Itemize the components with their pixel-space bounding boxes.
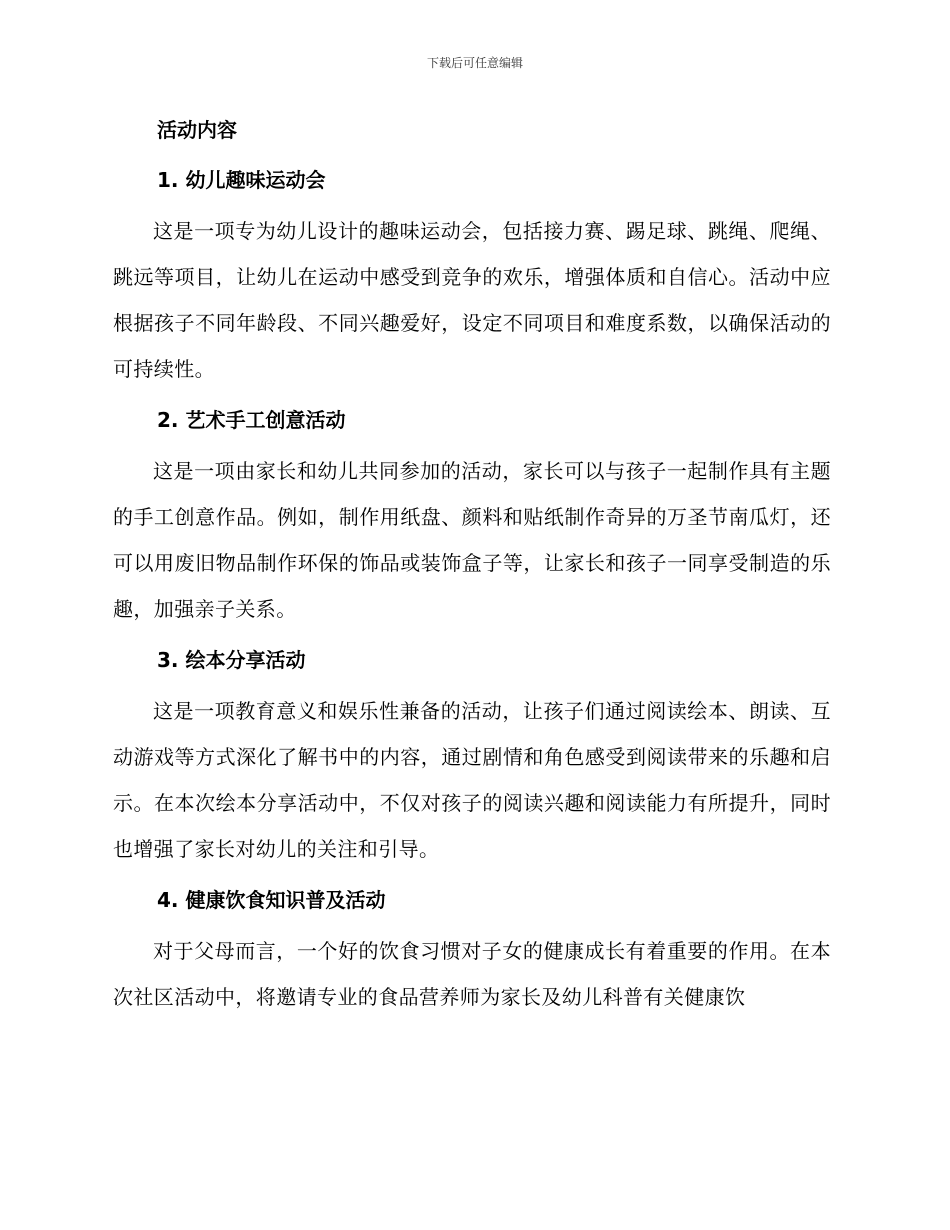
header-note: 下载后可任意编辑	[426, 56, 523, 70]
section-heading-4: 4. 健康饮食知识普及活动	[157, 888, 386, 912]
section-paragraph-3: 这是一项教育意义和娱乐性兼备的活动，让孩子们通过阅读绘本、朗读、互动游戏等方式深化了解书中的内容，通过剧情和角色感受到阅读带来的乐趣和启示。在本次绘本分享活动中，不仅对孩子的阅读兴趣和阅读能力有所提升，同时也增强了家长对幼儿的关注和引导。	[113, 699, 831, 861]
section-heading-1: 1. 幼儿趣味运动会	[157, 168, 326, 192]
section-paragraph-2: 这是一项由家长和幼儿共同参加的活动，家长可以与孩子一起制作具有主题的手工创意作品。例如，制作用纸盘、颜料和贴纸制作奇异的万圣节南瓜灯，还可以用废旧物品制作环保的饰品或装饰盒子等，让家长和孩子一同享受制造的乐趣，加强亲子关系。	[113, 459, 831, 621]
section-paragraph-1: 这是一项专为幼儿设计的趣味运动会，包括接力赛、踢足球、跳绳、爬绳、跳远等项目，让幼儿在运动中感受到竞争的欢乐，增强体质和自信心。活动中应根据孩子不同年龄段、不同兴趣爱好，设定不同项目和难度系数，以确保活动的可持续性。	[113, 219, 831, 381]
section-heading-2: 2. 艺术手工创意活动	[157, 408, 346, 432]
section-paragraph-4: 对于父母而言，一个好的饮食习惯对子女的健康成长有着重要的作用。在本次社区活动中，将邀请专业的食品营养师为家长及幼儿科普有关健康饮	[113, 939, 831, 1009]
section-heading-3: 3. 绘本分享活动	[157, 648, 306, 672]
page-title: 活动内容	[157, 118, 237, 142]
document-body	[113, 108, 831, 1020]
